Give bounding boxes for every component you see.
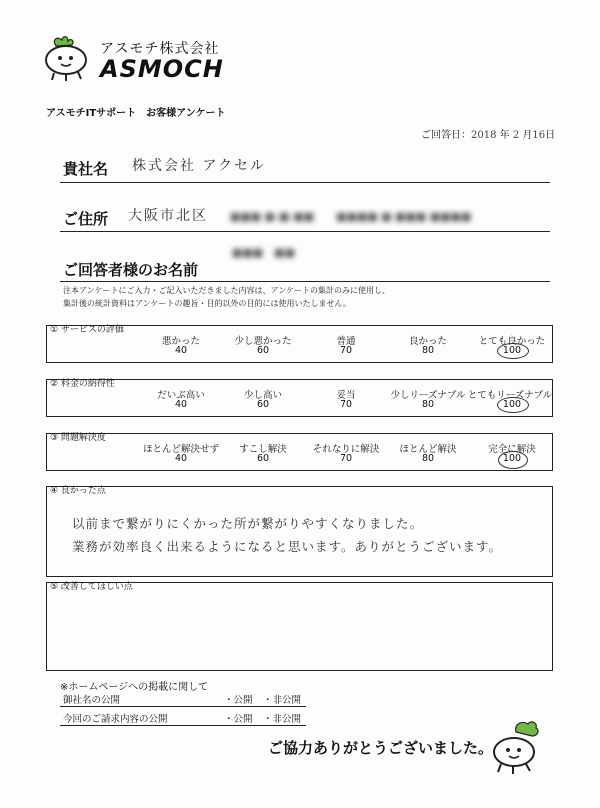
name-redacted: ■■■ ■■ bbox=[232, 246, 295, 259]
mascot-logo-icon bbox=[40, 36, 96, 82]
name-field-line bbox=[60, 281, 550, 282]
service-option-1[interactable]: 悪かった bbox=[161, 336, 200, 347]
survey-title: アスモチITサポート お客様アンケート bbox=[46, 108, 226, 119]
resolution-score-1: 40 bbox=[174, 453, 188, 464]
service-option-4[interactable]: 良かった bbox=[408, 336, 447, 347]
good-points-line1: 以前まで繋がりにくかった所が繋がりやすくなりました。 bbox=[72, 516, 424, 531]
service-rating-label: ① サービスの評価 bbox=[50, 325, 124, 335]
company-field-label: 貴社名 bbox=[63, 160, 109, 178]
hp-row1-label: 御社名の公開 bbox=[63, 695, 121, 706]
hp-row2-public[interactable]: ・公開 bbox=[224, 714, 253, 725]
hp-row2-line bbox=[60, 725, 306, 726]
resolution-score-3: 70 bbox=[339, 453, 353, 464]
price-option-4[interactable]: 少しリーズナブル bbox=[390, 390, 466, 401]
resolution-score-4: 80 bbox=[421, 453, 435, 464]
resolution-option-3[interactable]: それなりに解決 bbox=[312, 444, 380, 455]
resolution-option-1[interactable]: ほとんど解決せず bbox=[142, 444, 219, 455]
service-score-2: 60 bbox=[256, 345, 270, 356]
price-score-5: 100 bbox=[502, 399, 522, 410]
hp-row2-label: 今回のご請求内容の公開 bbox=[63, 714, 168, 725]
service-option-5[interactable]: とても良かった bbox=[478, 336, 546, 347]
address-redacted: ■■■ ■-■-■■ ■■■■ ■ ■■■ ■■■■ bbox=[230, 210, 472, 223]
service-score-5: 100 bbox=[502, 345, 522, 356]
price-score-1: 40 bbox=[174, 399, 188, 410]
address-field-line bbox=[60, 231, 550, 232]
date-day-unit: 日 bbox=[545, 130, 556, 141]
price-option-1[interactable]: だいぶ高い bbox=[157, 390, 205, 401]
homepage-title: ※ホームページへの掲載に関して bbox=[60, 682, 209, 693]
hp-row1-private[interactable]: ・非公開 bbox=[263, 695, 302, 706]
price-score-2: 60 bbox=[256, 399, 270, 410]
company-field-value[interactable]: 株式会社 アクセル bbox=[132, 158, 267, 174]
service-selected-circle bbox=[497, 343, 529, 359]
company-name-logo: アスモチ株式会社 bbox=[100, 41, 220, 57]
address-field-value[interactable]: 大阪市北区 bbox=[128, 208, 208, 224]
good-points-label: ④ 良かった点 bbox=[50, 486, 106, 496]
brand-logo-text: ASMOCH bbox=[100, 55, 224, 83]
date-year: 2018 bbox=[471, 130, 497, 141]
improve-points-label: ⑤ 改善してほしい点 bbox=[50, 582, 133, 592]
mascot-footer-icon bbox=[486, 720, 544, 776]
price-score-3: 70 bbox=[339, 399, 353, 410]
resolution-selected-circle bbox=[498, 451, 528, 469]
date-label: ご回答日： bbox=[421, 130, 471, 141]
service-score-4: 80 bbox=[421, 345, 435, 356]
service-option-3[interactable]: 普通 bbox=[336, 336, 356, 347]
resolution-score-5: 100 bbox=[502, 453, 522, 464]
answer-date bbox=[421, 126, 555, 141]
price-selected-circle bbox=[497, 397, 529, 413]
address-field-label: ご住所 bbox=[63, 210, 109, 228]
date-month: 2 bbox=[512, 130, 520, 141]
date-day: 16 bbox=[532, 130, 546, 141]
service-score-1: 40 bbox=[174, 345, 188, 356]
resolution-option-5[interactable]: 完全に解決 bbox=[488, 444, 536, 455]
date-year-unit: 年 bbox=[499, 130, 510, 141]
price-score-4: 80 bbox=[421, 399, 435, 410]
company-field-line bbox=[60, 182, 550, 183]
date-month-unit: 月 bbox=[522, 130, 533, 141]
resolution-option-2[interactable]: すこし解決 bbox=[239, 444, 287, 455]
good-points-line2: 業務が効率良く出来るようになると思います。ありがとうございます。 bbox=[72, 539, 503, 554]
price-option-5[interactable]: とてもリーズナブル bbox=[467, 390, 553, 401]
service-option-2[interactable]: 少し悪かった bbox=[234, 336, 292, 347]
service-score-3: 70 bbox=[339, 345, 353, 356]
resolution-rating-label: ③ 問題解決度 bbox=[50, 433, 106, 443]
resolution-option-4[interactable]: ほとんど解決 bbox=[399, 444, 457, 455]
resolution-score-2: 60 bbox=[256, 453, 270, 464]
price-rating-label: ② 料金の納得性 bbox=[50, 379, 115, 389]
privacy-notice-line1: 注本アンケートにご入力・ご記入いただきました内容は、アンケートの集計のみに使用し、 bbox=[63, 286, 391, 295]
privacy-notice-line2: 集計後の統計資料はアンケートの趣旨・目的以外の目的には使用いたしません。 bbox=[63, 299, 351, 308]
hp-row2-private[interactable]: ・非公開 bbox=[263, 714, 302, 725]
name-field-label: ご回答者様のお名前 bbox=[63, 261, 199, 279]
improve-points-box[interactable] bbox=[46, 582, 553, 671]
thanks-message: ご協力ありがとうございました。 bbox=[268, 739, 494, 757]
price-option-2[interactable]: 少し高い bbox=[243, 390, 282, 401]
price-option-3[interactable]: 妥当 bbox=[336, 390, 356, 401]
hp-row1-public[interactable]: ・公開 bbox=[224, 695, 253, 706]
hp-row1-line bbox=[60, 706, 306, 707]
